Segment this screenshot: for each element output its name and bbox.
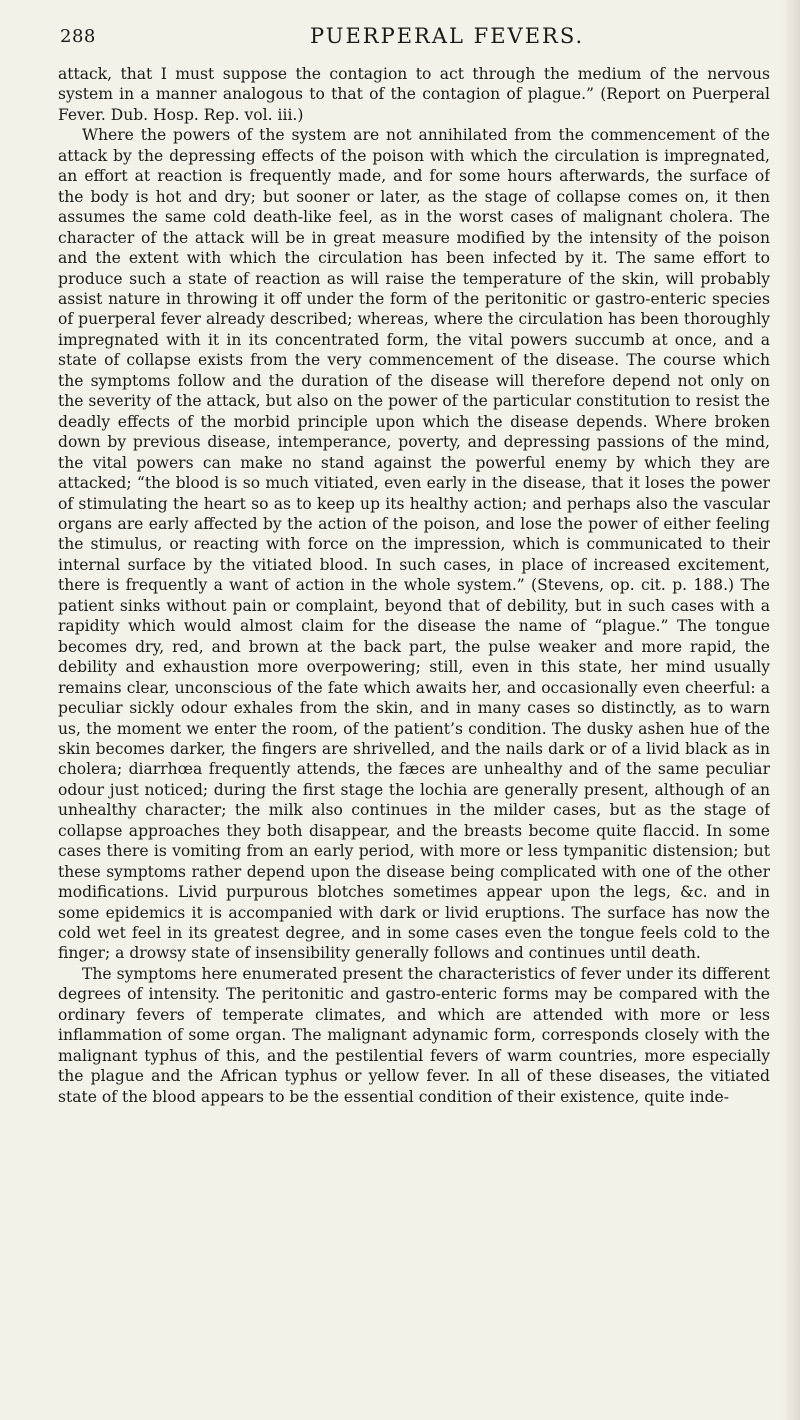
- page-edge-shadow: [782, 0, 800, 1420]
- page-header: [60, 18, 760, 58]
- page-number: 288: [60, 26, 96, 47]
- paragraph-2: Where the powers of the system are not annihilated from the commencement of the attack by the depressing effects of the poison with which the circulation is impregnated, an effort at reaction is frequently made, and for some hours afterwards, the surface of the body is hot and dry; but sooner or later, as the stage of collapse comes on, it then assumes the same cold death-like feel, as in the worst cases of malignant cholera. The character of the attack will be in great measure modified by the intensity of the poison and the extent with which the circulation has been infected by it. The same effort to produce such a state of reaction as will raise the temperature of the skin, will probably assist nature in throwing it off under the form of the peritonitic or gastro-enteric species of puerperal fever already described; whereas, where the circulation has been thoroughly impregnated with it in its concentrated form, the vital powers succumb at once, and a state of collapse exists from the very commencement of the disease. The course which the symptoms follow and the duration of the disease will therefore depend not only on the severity of the attack, but also on the power of the particular constitution to resist the deadly effects of the morbid principle upon which the disease depends. Where broken down by previous disease, intemperance, poverty, and depressing passions of the mind, the vital powers can make no stand against the powerful enemy by which they are attacked; “the blood is so much vitiated, even early in the disease, that it loses the power of stimulating the heart so as to keep up its healthy action; and perhaps also the vascular organs are early affected by the action of the poison, and lose the power of either feeling the stimulus, or reacting with force on the impression, which is communicated to their internal surface by the vitiated blood. In such cases, in place of increased excitement, there is frequently a want of action in the whole system.” (Stevens, op. cit. p. 188.) The patient sinks without pain or complaint, beyond that of debility, but in such cases with a rapidity which would almost claim for the disease the name of “plague.” The tongue becomes dry, red, and brown at the back part, the pulse weaker and more rapid, the debility and exhaustion more overpowering; still, even in this state, her mind usually remains clear, unconscious of the fate which awaits her, and occasionally even cheerful: a peculiar sickly odour exhales from the skin, and in many cases so distinctly, as to warn us, the moment we enter the room, of the patient’s condition. The dusky ashen hue of the skin becomes darker, the fingers are shrivelled, and the nails dark or of a livid black as in cholera; diarrhœa frequently attends, the fæces are unhealthy and of the same peculiar odour just noticed; during the first stage the lochia are generally present, although of an unhealthy character; the milk also continues in the milder cases, but as the stage of collapse approaches they both disappear, and the breasts become quite flaccid. In some cases there is vomiting from an early period, with more or less tympanitic distension; but these symptoms rather depend upon the disease being complicated with one of the other modifications. Livid purpurous blotches sometimes appear upon the legs, &c. and in some epidemics it is accompanied with dark or livid eruptions. The surface has now the cold wet feel in its greatest degree, and in some cases even the tongue feels cold to the finger; a drowsy state of insensibility generally follows and continues until death.: [58, 126, 770, 963]
- paragraph-1: attack, that I must suppose the contagion to act through the medium of the nervous system in a manner analogous to that of the contagion of plague.” (Report on Puerperal Fever. Dub. Hosp. Rep. vol. iii.): [58, 65, 770, 124]
- paragraph-3: The symptoms here enumerated present the characteristics of fever under its different degrees of intensity. The peritonitic and gastro-enteric forms may be compared with the ordinary fevers of temperate climates, and which are attended with more or less inflammation of some organ. The malignant adynamic form, corresponds closely with the malignant typhus of this, and the pestilential fevers of warm countries, more especially the plague and the African typhus or yellow fever. In all of these diseases, the vitiated state of the blood appears to be the essential condition of their existence, quite inde-: [58, 964, 770, 1106]
- running-head: PUERPERAL FEVERS.: [310, 24, 585, 48]
- body-text: [58, 64, 770, 1404]
